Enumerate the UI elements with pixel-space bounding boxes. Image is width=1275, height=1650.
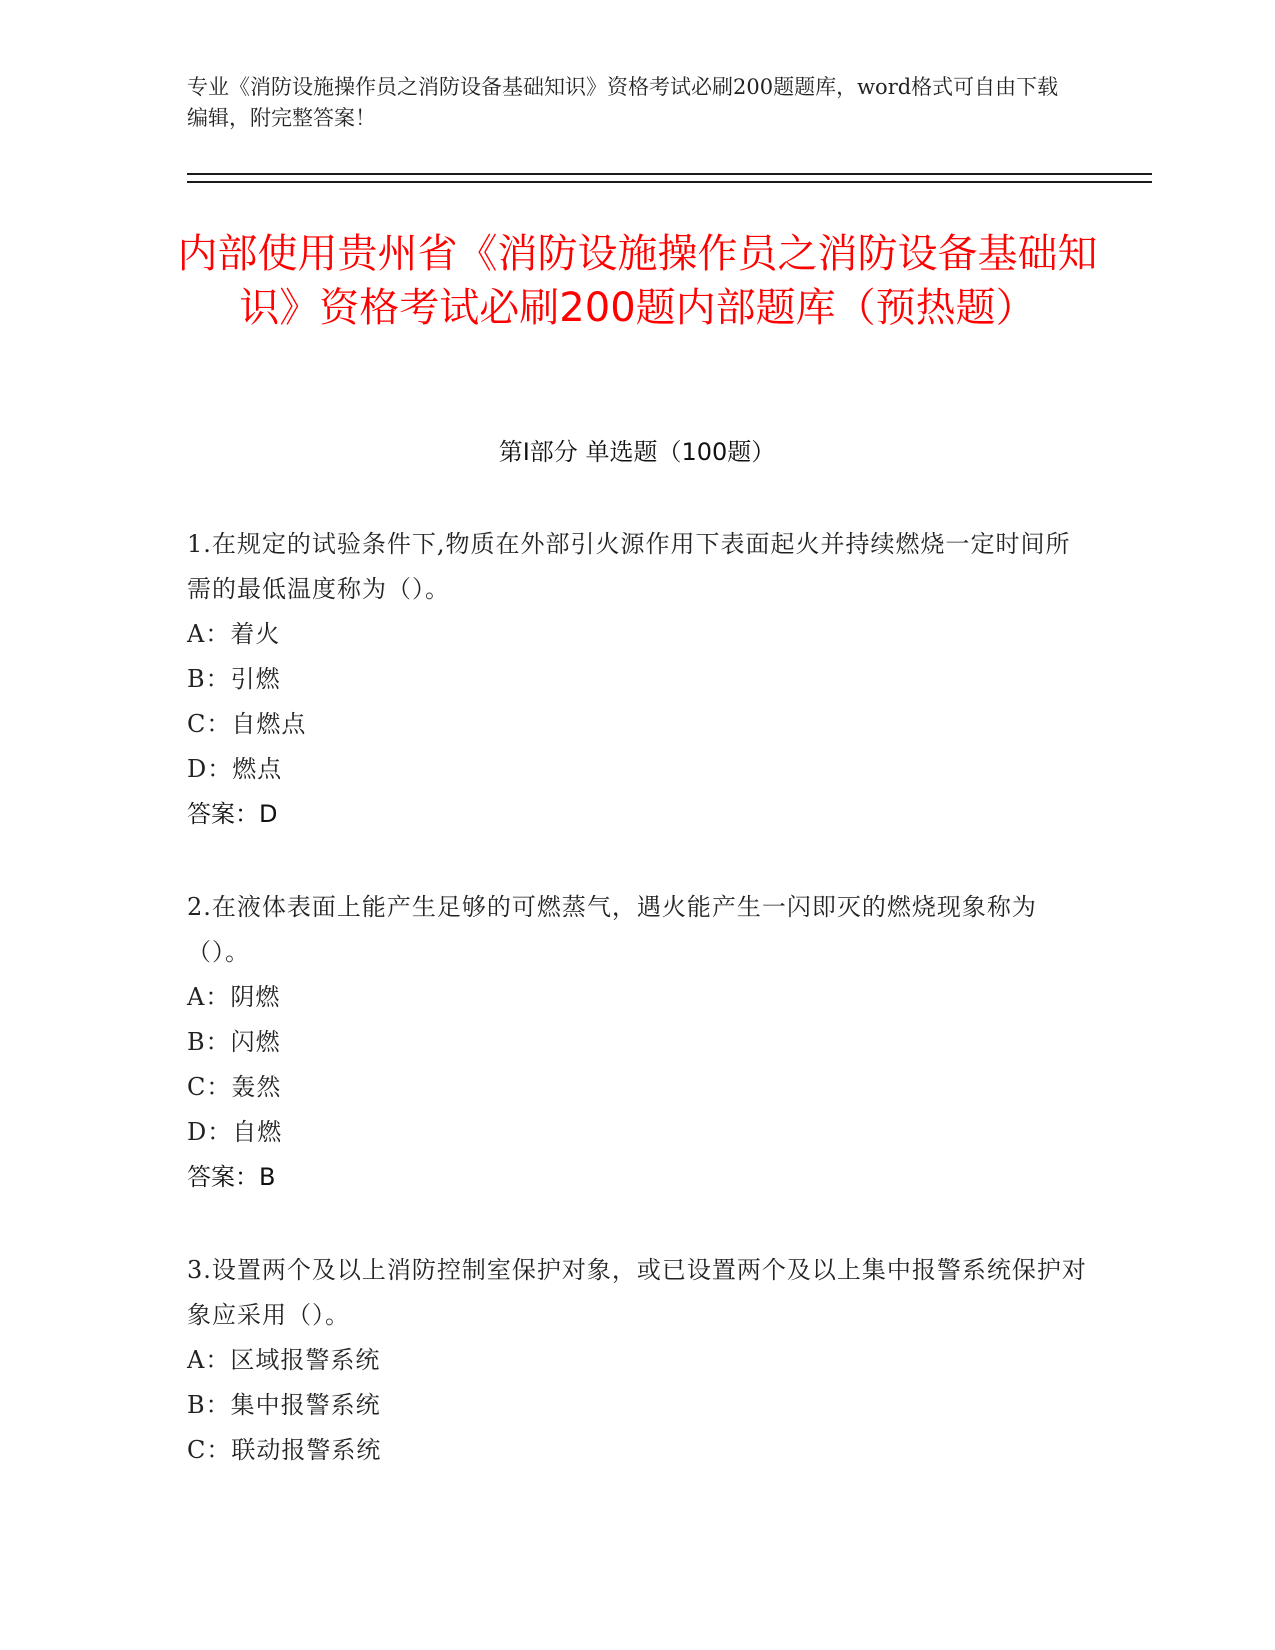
option-c: C：自燃点 (187, 710, 307, 738)
header-divider-bottom (187, 181, 1152, 183)
section-heading: 第Ⅰ部分 单选题（100题） (498, 438, 776, 466)
question-stem: 1.在规定的试验条件下,物质在外部引火源作用下表面起火并持续燃烧一定时间所需的最低温度称为（）。 (187, 530, 1071, 603)
answer-line: 答案：D (187, 800, 278, 828)
option-a: A：着火 (187, 620, 281, 648)
document-title: 内部使用贵州省《消防设施操作员之消防设备基础知识》资格考试必刷200题内部题库（预热题） (177, 231, 1098, 331)
option-b: B：闪燃 (187, 1028, 281, 1056)
question-item (187, 885, 1087, 1200)
question-item (187, 1248, 1087, 1473)
header-note: 专业《消防设施操作员之消防设备基础知识》资格考试必刷200题题库，word格式可自由下载编辑，附完整答案！ (187, 75, 1059, 130)
option-d: D：燃点 (187, 755, 283, 783)
answer-line: 答案：B (187, 1163, 276, 1191)
option-c: C：轰然 (187, 1073, 282, 1101)
question-stem: 3.设置两个及以上消防控制室保护对象，或已设置两个及以上集中报警系统保护对象应采用（）。 (187, 1256, 1087, 1329)
question-item (187, 522, 1087, 837)
option-b: B：集中报警系统 (187, 1391, 381, 1419)
header-divider-top (187, 173, 1152, 175)
option-a: A：区域报警系统 (187, 1346, 381, 1374)
question-stem: 2.在液体表面上能产生足够的可燃蒸气，遇火能产生一闪即灭的燃烧现象称为（）。 (187, 893, 1037, 966)
option-d: D：自燃 (187, 1118, 283, 1146)
option-a: A：阴燃 (187, 983, 281, 1011)
option-c: C：联动报警系统 (187, 1436, 382, 1464)
option-b: B：引燃 (187, 665, 281, 693)
